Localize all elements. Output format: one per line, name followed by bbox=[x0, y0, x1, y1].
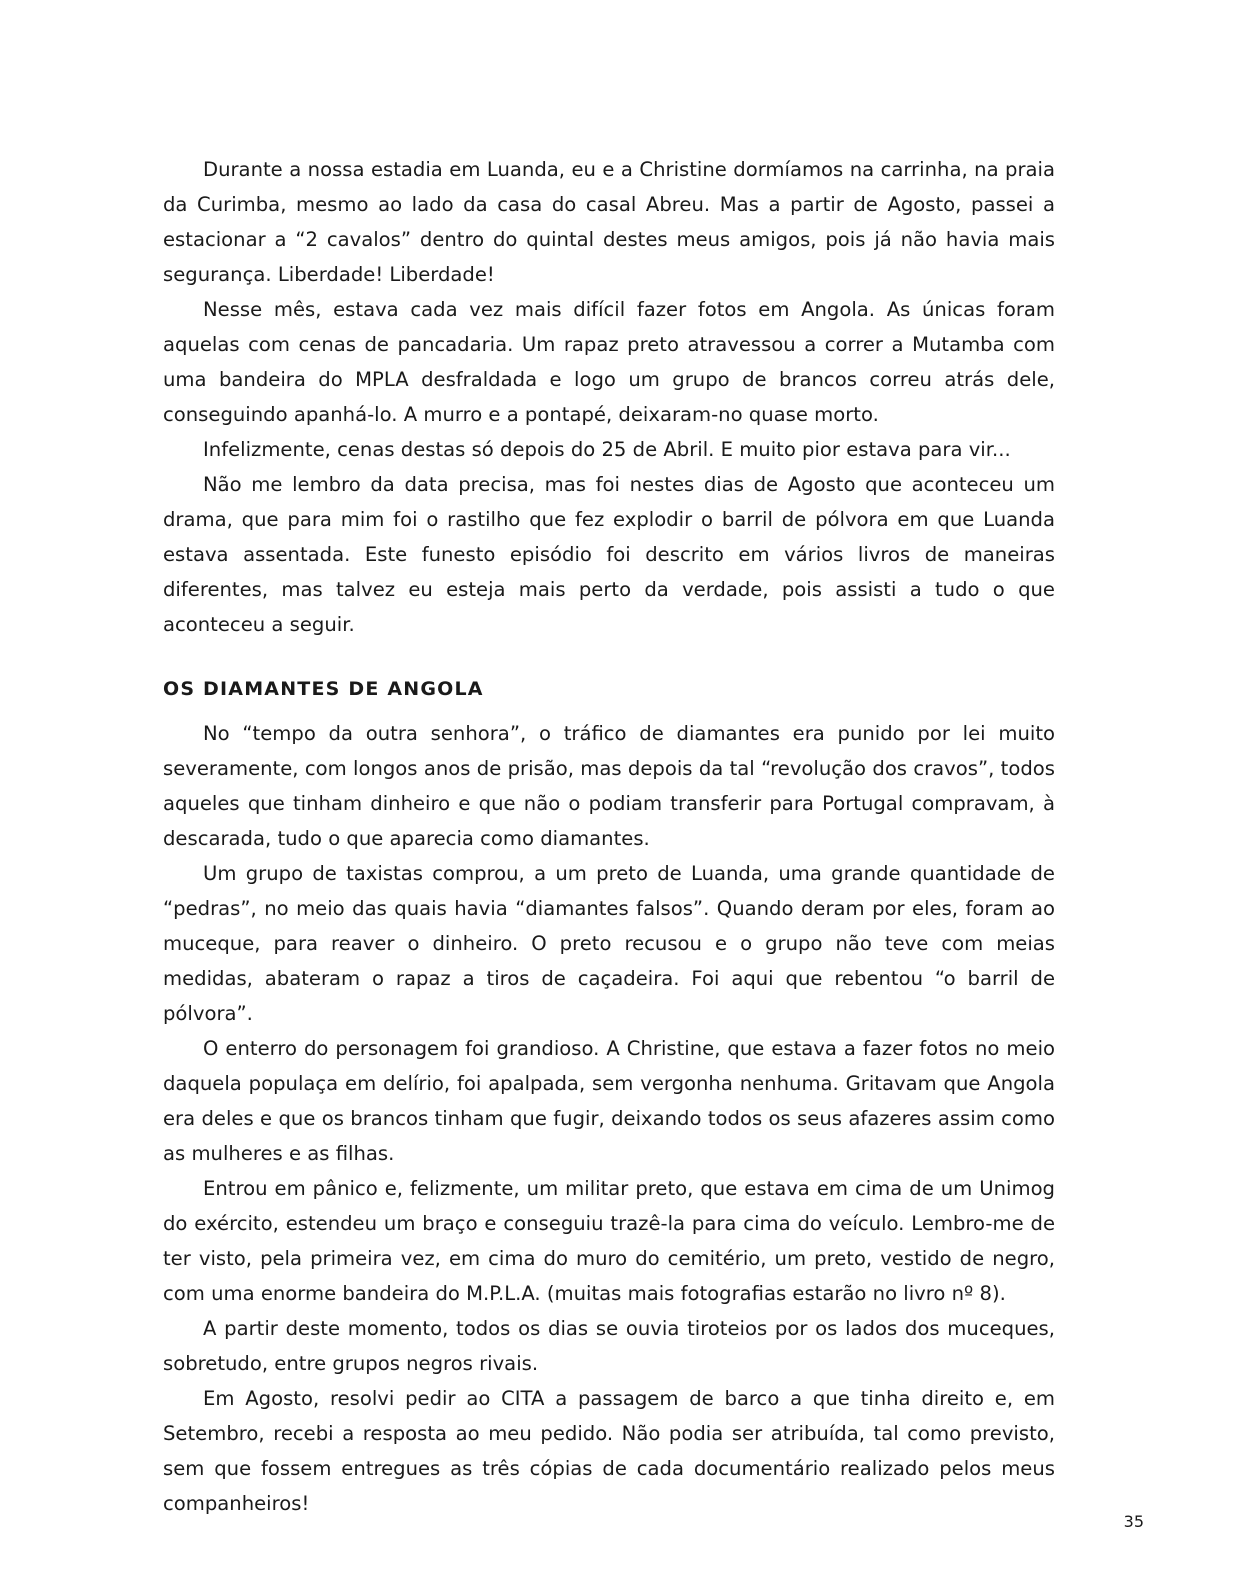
page-number: 35 bbox=[1123, 1512, 1144, 1531]
page-body bbox=[163, 152, 1055, 1521]
paragraph-25-abril: Infelizmente, cenas destas só depois do 25 de Abril. E muito pior estava para vir... bbox=[203, 438, 1011, 461]
paragraph-enterro: O enterro do personagem foi grandioso. A Christine, que estava a fazer fotos no meio daquela populaça em delírio, foi apalpada, sem vergonha nenhuma. Gritavam que Angola era deles e que os brancos tinham que fugir, deixando todos os seus afazeres assim como as mulheres e as filhas. bbox=[163, 1037, 1055, 1165]
paragraph-drama-agosto: Não me lembro da data precisa, mas foi nestes dias de Agosto que aconteceu um drama, que para mim foi o rastilho que fez explodir o barril de pólvora em que Luanda estava assentada. Este funesto episódio foi descrito em vários livros de maneiras diferentes, mas talvez eu esteja mais perto da verdade, pois assisti a tudo o que aconteceu a seguir. bbox=[163, 473, 1055, 636]
paragraph-fotos-angola: Nesse mês, estava cada vez mais difícil fazer fotos em Angola. As únicas foram aquelas com cenas de pancadaria. Um rapaz preto atravessou a correr a Mutamba com uma bandeira do MPLA desfraldada e logo um grupo de brancos correu atrás dele, conseguindo apanhá-lo. A murro e a pontapé, deixaram-no quase morto. bbox=[163, 298, 1055, 426]
paragraph-estadia-luanda: Durante a nossa estadia em Luanda, eu e a Christine dormíamos na carrinha, na praia da Curimba, mesmo ao lado da casa do casal Abreu. Mas a partir de Agosto, passei a estacionar a “2 cavalos” dentro do quintal destes meus amigos, pois já não havia mais segurança. Liberdade! Liberdade! bbox=[163, 158, 1055, 286]
paragraph-tiroteios: A partir deste momento, todos os dias se ouvia tiroteios por os lados dos muceques, sobretudo, entre grupos negros rivais. bbox=[163, 1317, 1055, 1375]
paragraph-passagem-barco: Em Agosto, resolvi pedir ao CITA a passagem de barco a que tinha direito e, em Setembro, recebi a resposta ao meu pedido. Não podia ser atribuída, tal como previsto, sem que fossem entregues as três cópias de cada documentário realizado pelos meus companheiros! bbox=[163, 1387, 1055, 1515]
paragraph-trafico-diamantes: No “tempo da outra senhora”, o tráfico de diamantes era punido por lei muito severamente, com longos anos de prisão, mas depois da tal “revolução dos cravos”, todos aqueles que tinham dinheiro e que não o podiam transferir para Portugal compravam, à descarada, tudo o que aparecia como diamantes. bbox=[163, 722, 1055, 850]
paragraph-taxistas: Um grupo de taxistas comprou, a um preto de Luanda, uma grande quantidade de “pedras”, no meio das quais havia “diamantes falsos”. Quando deram por eles, foram ao muceque, para reaver o dinheiro. O preto recusou e o grupo não teve com meias medidas, abateram o rapaz a tiros de caçadeira. Foi aqui que rebentou “o barril de pólvora”. bbox=[163, 862, 1055, 1025]
section-title: OS DIAMANTES DE ANGOLA bbox=[163, 678, 484, 700]
paragraph-panico: Entrou em pânico e, felizmente, um militar preto, que estava em cima de um Unimog do exército, estendeu um braço e conseguiu trazê-la para cima do veículo. Lembro-me de ter visto, pela primeira vez, em cima do muro do cemitério, um preto, vestido de negro, com uma enorme bandeira do M.P.L.A. (muitas mais fotografias estarão no livro nº 8). bbox=[163, 1177, 1055, 1305]
